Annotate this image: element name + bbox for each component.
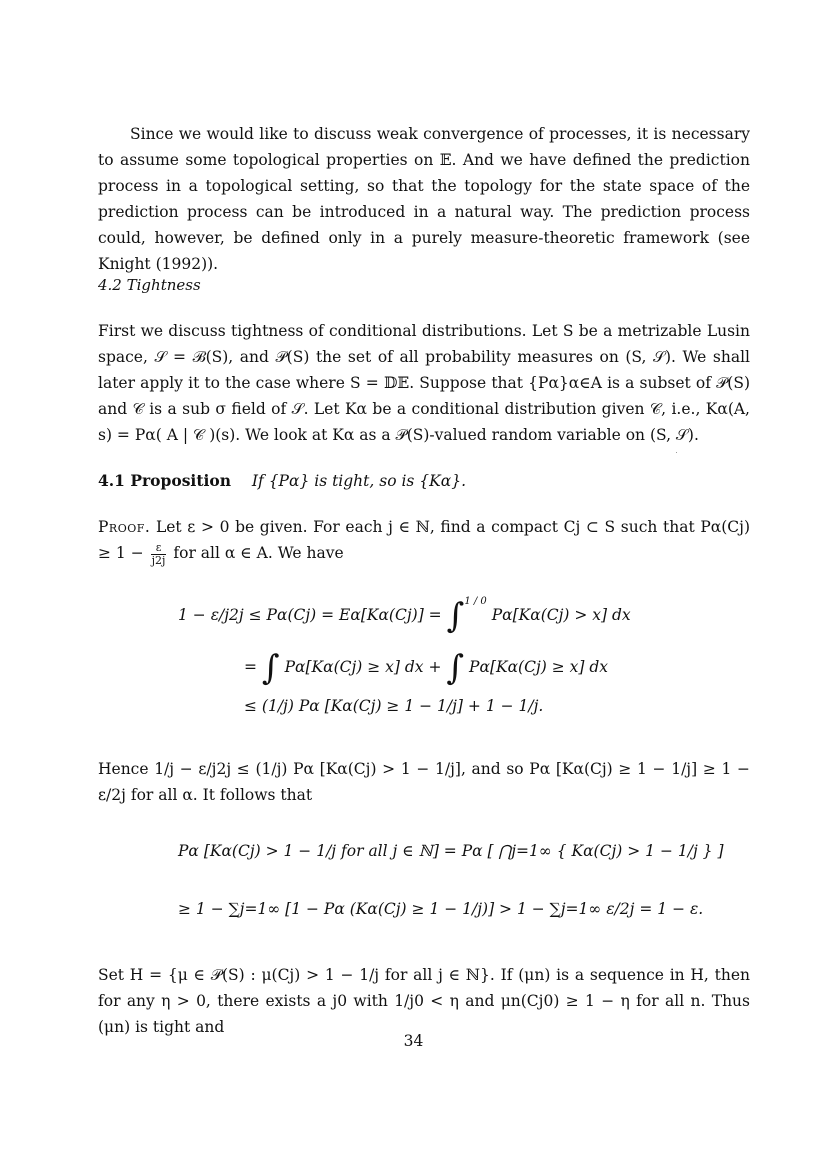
display1-line2-int2: Pα[Kα(Cj) ≥ x] dx — [469, 658, 609, 676]
display1-line2-eq: = — [244, 658, 262, 676]
display1-line1 — [178, 596, 631, 636]
proposition — [98, 471, 466, 490]
set-paragraph: Set H = {μ ∈ 𝒫(S) : μ(Cj) > 1 − 1/j for all j ∈ ℕ}. If (μn) is a sequence in H, then for any η > 0, there exists a j0 with 1/j0 < η and μn(Cj0) ≥ 1 − η for all n. Thus (μn) is tight and — [98, 966, 750, 1036]
display1-line1-rhs: Pα[Kα(Cj) > x] dx — [491, 606, 631, 624]
intro-paragraph: Since we would like to discuss weak convergence of processes, it is necessary to assume some topological properties on 𝔼. And we have defined the prediction process in a topological setting, so that the topology for the state space of the prediction process can be introduced in a natural way. The prediction process could, however, be defined only in a purely measure-theoretic framework (see Knight (1992)). — [98, 125, 750, 273]
tightness-paragraph: First we discuss tightness of conditional distributions. Let S be a metrizable Lusin space, 𝒮 = ℬ(S), and 𝒫(S) the set of all probability measures on (S, 𝒮). We shall later apply it to the case where S = 𝔻𝔼. Suppose that {Pα}α∈A is a subset of 𝒫(S) and 𝒞 is a sub σ field of 𝒮. Let Kα be a conditional distribution given 𝒞, i.e., Kα(A, s) = Pα( A | 𝒞 )(s). We look at Kα as a 𝒫(S)-valued random variable on (S, 𝒮). — [98, 322, 750, 444]
display2-line2: ≥ 1 − ∑j=1∞ [1 − Pα (Kα(Cj) ≥ 1 − 1/j)] > 1 − ∑j=1∞ ε/2j = 1 − ε. — [178, 900, 704, 918]
page-number: 34 — [403, 1032, 424, 1050]
fraction-denominator: j2j — [151, 553, 166, 567]
proposition-statement: If {Pα} is tight, so is {Kα}. — [251, 472, 466, 490]
display1-line2 — [244, 648, 608, 688]
proof-text-a: Let ε > 0 be given. For each j ∈ ℕ, find a compact Cj ⊂ S such that Pα(Cj) ≥ 1 − — [98, 518, 750, 562]
display1-line2-int1: Pα[Kα(Cj) ≥ x] dx + — [284, 658, 447, 676]
hence-paragraph: Hence 1/j − ε/j2j ≤ (1/j) Pα [Kα(Cj) > 1 − 1/j], and so Pα [Kα(Cj) ≥ 1 − 1/j] ≥ 1 − ε/2j for all α. It follows that — [98, 760, 750, 804]
fraction-numerator: ε — [151, 542, 167, 555]
proof-opening — [98, 514, 750, 567]
epsilon-fraction — [151, 542, 167, 567]
display1-line3: ≤ (1/j) Pα [Kα(Cj) ≥ 1 − 1/j] + 1 − 1/j. — [244, 697, 544, 715]
integral-sign-2: ∫ — [261, 648, 280, 688]
display1-line1-lhs: 1 − ε/j2j ≤ Pα(Cj) = Eα[Kα(Cj)] = — [178, 606, 447, 624]
proposition-label: 4.1 Proposition — [98, 471, 231, 490]
subsection-title: 4.2 Tightness — [98, 276, 201, 294]
proof-heading: Proof. — [98, 518, 151, 536]
display2-line1: Pα [Kα(Cj) > 1 − 1/j for all j ∈ ℕ] = Pα [ ⋂j=1∞ { Kα(Cj) > 1 − 1/j } ] — [178, 842, 724, 860]
integral-sign: ∫ — [446, 596, 465, 636]
integral-limits: 1 / 0 — [464, 596, 487, 607]
scan-speck — [676, 452, 677, 453]
proof-text-b: for all α ∈ A. We have — [168, 544, 344, 562]
integral-sign-3: ∫ — [446, 648, 465, 688]
